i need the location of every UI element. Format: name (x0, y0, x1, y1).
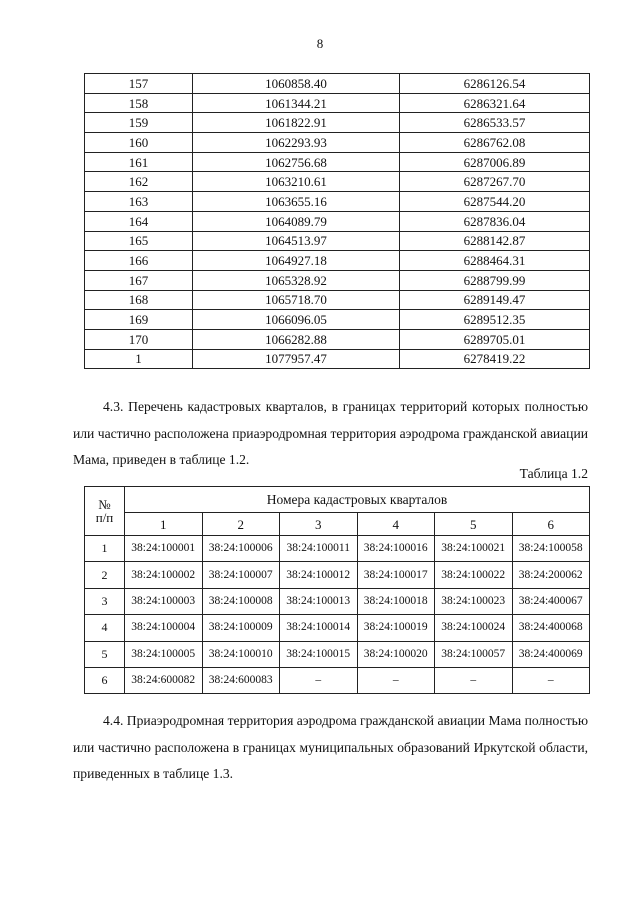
x-coordinate-cell: 1063210.61 (193, 172, 400, 192)
y-coordinate-cell: 6287267.70 (400, 172, 590, 192)
coordinates-row (85, 93, 590, 113)
paragraph-4-4-text: 4.4. Приаэродромная территория аэродрома гражданской авиации Мама полностью или частично расположена в границах муниципальных образований Иркутской области, приведенных в таблице 1.3. (73, 713, 588, 781)
cadastral-number-cell: 38:24:100005 (125, 641, 203, 667)
cadastral-number-cell: 38:24:100024 (435, 615, 513, 641)
x-coordinate-cell: 1077957.47 (193, 349, 400, 369)
cadastral-row (85, 562, 590, 588)
cadastral-number-cell: 38:24:100014 (280, 615, 358, 641)
cadastral-number-cell: 38:24:200062 (512, 562, 590, 588)
cadastral-number-cell: 38:24:600083 (202, 667, 280, 693)
cadastral-row (85, 641, 590, 667)
x-coordinate-cell: 1065718.70 (193, 290, 400, 310)
column-number-header: 4 (357, 513, 435, 536)
point-number-cell: 159 (85, 113, 193, 133)
row-number-cell: 1 (85, 536, 125, 562)
x-coordinate-cell: 1064927.18 (193, 251, 400, 271)
point-number-cell: 169 (85, 310, 193, 330)
y-coordinate-cell: 6286533.57 (400, 113, 590, 133)
coordinates-row (85, 211, 590, 231)
cadastral-row (85, 536, 590, 562)
column-number-header: 1 (125, 513, 203, 536)
coordinates-row (85, 251, 590, 271)
column-number-header: 5 (435, 513, 513, 536)
table-caption: Таблица 1.2 (519, 466, 588, 481)
cadastral-number-cell: – (512, 667, 590, 693)
cadastral-number-cell: 38:24:100021 (435, 536, 513, 562)
paragraph-4-4 (73, 708, 588, 788)
row-number-cell: 5 (85, 641, 125, 667)
point-number-cell: 166 (85, 251, 193, 271)
y-coordinate-cell: 6289512.35 (400, 310, 590, 330)
cadastral-number-cell: 38:24:400067 (512, 588, 590, 614)
cadastral-row (85, 588, 590, 614)
cadastral-number-cell: 38:24:100019 (357, 615, 435, 641)
x-coordinate-cell: 1065328.92 (193, 270, 400, 290)
point-number-cell: 162 (85, 172, 193, 192)
point-number-cell: 167 (85, 270, 193, 290)
cadastral-number-cell: 38:24:100018 (357, 588, 435, 614)
cadastral-number-cell: 38:24:100017 (357, 562, 435, 588)
point-number-cell: 168 (85, 290, 193, 310)
cadastral-number-cell: 38:24:100057 (435, 641, 513, 667)
coordinates-row (85, 133, 590, 153)
cadastral-number-cell: – (435, 667, 513, 693)
y-coordinate-cell: 6287836.04 (400, 211, 590, 231)
point-number-cell: 160 (85, 133, 193, 153)
y-coordinate-cell: 6288464.31 (400, 251, 590, 271)
y-coordinate-cell: 6289149.47 (400, 290, 590, 310)
cadastral-number-cell: 38:24:100016 (357, 536, 435, 562)
cadastral-row (85, 615, 590, 641)
cadastral-row (85, 667, 590, 693)
cadastral-number-cell: – (357, 667, 435, 693)
cadastral-number-cell: 38:24:600082 (125, 667, 203, 693)
row-number-cell: 6 (85, 667, 125, 693)
cadastral-number-cell: 38:24:100058 (512, 536, 590, 562)
x-coordinate-cell: 1066282.88 (193, 329, 400, 349)
cadastral-number-cell: 38:24:100022 (435, 562, 513, 588)
cadastral-number-cell: 38:24:100001 (125, 536, 203, 562)
cadastral-number-cell: 38:24:100009 (202, 615, 280, 641)
cadastral-number-cell: 38:24:100004 (125, 615, 203, 641)
coordinates-row (85, 231, 590, 251)
coordinates-row (85, 192, 590, 212)
row-number-cell: 4 (85, 615, 125, 641)
column-number-header: 6 (512, 513, 590, 536)
x-coordinate-cell: 1062756.68 (193, 152, 400, 172)
coordinates-row (85, 329, 590, 349)
column-number-header: 2 (202, 513, 280, 536)
point-number-cell: 161 (85, 152, 193, 172)
point-number-cell: 165 (85, 231, 193, 251)
cadastral-number-cell: 38:24:100013 (280, 588, 358, 614)
x-coordinate-cell: 1062293.93 (193, 133, 400, 153)
y-coordinate-cell: 6286126.54 (400, 74, 590, 94)
y-coordinate-cell: 6289705.01 (400, 329, 590, 349)
coordinates-row (85, 349, 590, 369)
cadastral-number-cell: 38:24:100023 (435, 588, 513, 614)
point-number-cell: 170 (85, 329, 193, 349)
point-number-cell: 1 (85, 349, 193, 369)
point-number-cell: 157 (85, 74, 193, 94)
row-number-cell: 2 (85, 562, 125, 588)
cadastral-number-cell: 38:24:100010 (202, 641, 280, 667)
cadastral-number-cell: 38:24:100003 (125, 588, 203, 614)
point-number-cell: 158 (85, 93, 193, 113)
header-title: Номера кадастровых кварталов (125, 487, 590, 513)
y-coordinate-cell: 6287006.89 (400, 152, 590, 172)
cadastral-number-cell: 38:24:100011 (280, 536, 358, 562)
cadastral-number-cell: – (280, 667, 358, 693)
coordinates-row (85, 290, 590, 310)
row-number-cell: 3 (85, 588, 125, 614)
coordinates-table (84, 73, 590, 369)
x-coordinate-cell: 1064089.79 (193, 211, 400, 231)
point-number-cell: 164 (85, 211, 193, 231)
x-coordinate-cell: 1064513.97 (193, 231, 400, 251)
cadastral-number-cell: 38:24:100012 (280, 562, 358, 588)
y-coordinate-cell: 6278419.22 (400, 349, 590, 369)
y-coordinate-cell: 6287544.20 (400, 192, 590, 212)
coordinates-row (85, 74, 590, 94)
cadastral-number-cell: 38:24:400068 (512, 615, 590, 641)
cadastral-number-cell: 38:24:100020 (357, 641, 435, 667)
cadastral-number-cell: 38:24:100015 (280, 641, 358, 667)
cadastral-number-cell: 38:24:100008 (202, 588, 280, 614)
x-coordinate-cell: 1063655.16 (193, 192, 400, 212)
coordinates-row (85, 310, 590, 330)
y-coordinate-cell: 6286762.08 (400, 133, 590, 153)
y-coordinate-cell: 6288142.87 (400, 231, 590, 251)
paragraph-4-3 (73, 394, 588, 474)
cadastral-number-cell: 38:24:100006 (202, 536, 280, 562)
coordinates-row (85, 172, 590, 192)
column-number-header: 3 (280, 513, 358, 536)
x-coordinate-cell: 1066096.05 (193, 310, 400, 330)
y-coordinate-cell: 6286321.64 (400, 93, 590, 113)
paragraph-4-3-text: 4.3. Перечень кадастровых кварталов, в границах территорий которых полностью или частично расположена приаэродромная территория аэродрома гражданской авиации Мама, приведен в таблице 1.2. (73, 399, 588, 467)
coordinates-row (85, 113, 590, 133)
cadastral-number-cell: 38:24:100007 (202, 562, 280, 588)
x-coordinate-cell: 1061344.21 (193, 93, 400, 113)
point-number-cell: 163 (85, 192, 193, 212)
x-coordinate-cell: 1060858.40 (193, 74, 400, 94)
page-number: 8 (316, 36, 324, 51)
coordinates-row (85, 270, 590, 290)
x-coordinate-cell: 1061822.91 (193, 113, 400, 133)
coordinates-row (85, 152, 590, 172)
cadastral-number-cell: 38:24:400069 (512, 641, 590, 667)
cadastral-number-cell: 38:24:100002 (125, 562, 203, 588)
header-number: № п/п (85, 487, 125, 536)
y-coordinate-cell: 6288799.99 (400, 270, 590, 290)
cadastral-blocks-table (84, 486, 590, 694)
